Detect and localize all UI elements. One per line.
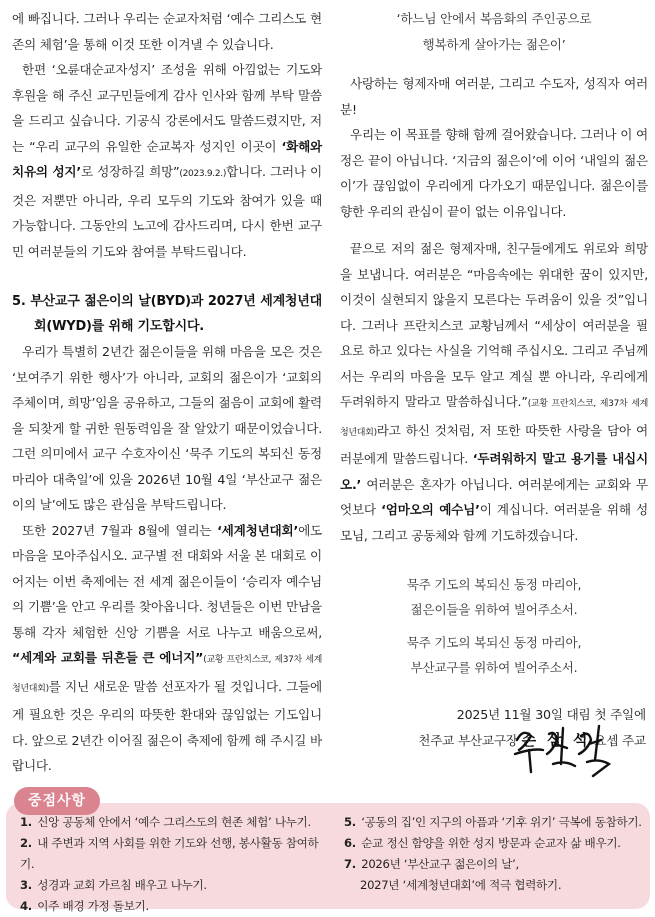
list-item: 4. 이주 배경 가정 돌보기. bbox=[20, 899, 149, 913]
prayer-block: 묵주 기도의 복되신 동정 마리아, 젊은이들을 위하여 빌어주소서. bbox=[406, 577, 582, 617]
date-line: 2025년 11월 30일 대림 첫 주일에 bbox=[456, 707, 646, 722]
prayer-block: 묵주 기도의 복되신 동정 마리아, 부산교구를 위하여 빌어주소서. bbox=[406, 635, 582, 675]
section-heading: 5. 부산교구 젊은이의 날(BYD)과 2027년 세계청년대회(WYD)를 위해 기도합시다. bbox=[12, 294, 322, 334]
paragraph: 사랑하는 형제자매 여러분, 그리고 수도자, 성직자 여러분! bbox=[340, 76, 648, 117]
paragraph: 끝으로 저의 젊은 형제자매, 친구들에게도 위로와 희망을 보냅니다. 여러분은 “마음속에는 위대한 꿈이 있지만, 이것이 실현되지 않을지 모른다는 두려움이 있을 것”입니다. 그러나 프란치스코 교황님께서 “세상이 여러분을 필요로 하고 있다는 사실을 기억해 주십시오. 그리고 주님께서는 우리의 마음을 모두 알고 계실 뿐 아니라, 우리에게 두려워하지 말라고 말씀하십니다.”(교황 프란치스코, 제37차 세계청년대회)라고 하신 것처럼, 저 또한 따뜻한 사랑을 담아 여러분에게 말씀드립니다. ‘두려워하지 말고 용기를 내십시오.’ 여러분은 혼자가 아닙니다. 여러분에게는 교회와 무엇보다 ‘엄마오의 예수님’이 계십니다. 여러분을 위해 성모님, 그리고 공동체와 함께 기도하겠습니다. bbox=[340, 241, 648, 543]
right-column bbox=[340, 6, 648, 753]
list-item: 6. 순교 정신 함양을 위한 성지 방문과 순교자 삶 배우기. bbox=[344, 836, 621, 850]
theme-quote: ‘하느님 안에서 복음화의 주인공으로 행복하게 살아가는 젊은이’ bbox=[396, 11, 592, 52]
list-item: 7. 2026년 ‘부산교구 젊은이의 날’, bbox=[344, 857, 519, 871]
key-points-list-left bbox=[20, 812, 330, 917]
list-item: 2027년 ‘세계청년대회’에 적극 협력하기. bbox=[360, 878, 562, 892]
paragraph: 에 빠집니다. 그러나 우리는 순교자처럼 ‘예수 그리스도 현존의 체험’을 통해 이것 또한 이겨낼 수 있습니다. bbox=[12, 11, 322, 52]
key-points-tab: 중점사항 bbox=[14, 787, 100, 815]
left-column bbox=[12, 6, 322, 779]
list-item: 1. 신앙 공동체 안에서 ‘예수 그리스도의 현존 체험’ 나누기. bbox=[20, 815, 311, 829]
paragraph: 한편 ‘오륜대순교자성지’ 조성을 위해 아낌없는 기도와 후원을 해 주신 교구민들에게 감사 인사와 함께 부탁 말씀을 드리고 싶습니다. 기공식 강론에서도 말씀드렸지만, 저는 “우리 교구의 유일한 순교복자 성지인 이곳이 ‘화해와 치유의 성지’로 성장하길 희망”(2023.9.2.)합니다. 그러나 이것은 저뿐만 아니라, 우리 모두의 기도와 참여가 있을 때 가능합니다. 그동안의 노고에 감사드리며, 다시 한번 교구민 여러분들의 기도와 참여를 부탁드립니다. bbox=[12, 62, 322, 259]
paragraph: 우리가 특별히 2년간 젊은이들을 위해 마음을 모은 것은 ‘보여주기 위한 행사’가 아니라, 교회의 젊은이가 ‘교회의 주체이며, 희망’임을 공유하고, 그들의 젊음이 교회에 활력을 되찾게 할 귀한 원동력임을 잘 알았기 때문이었습니다. 그런 의미에서 교구 수호자이신 ‘묵주 기도의 복되신 동정 마리아 대축일’에 있을 2026년 10월 4일 ‘부산교구 젊은이의 날’에도 많은 관심을 부탁드립니다. bbox=[12, 344, 322, 512]
paragraph: 우리는 이 목표를 향해 함께 걸어왔습니다. 그러나 이 여정은 끝이 아닙니다. ‘지금의 젊은이’에 이어 ‘내일의 젊은이’가 끊임없이 우리에게 다가오기 때문입니다. 젊은이를 향한 우리의 관심이 끝이 없는 이유입니다. bbox=[340, 127, 648, 219]
handwritten-signature bbox=[509, 720, 619, 780]
list-item: 3. 성경과 교회 가르침 배우고 나누기. bbox=[20, 878, 207, 892]
list-item: 5. ‘공동의 집’인 지구의 아픔과 ‘기후 위기’ 극복에 동참하기. bbox=[344, 815, 642, 829]
key-points-list-right bbox=[344, 812, 644, 896]
list-item: 2. 내 주변과 지역 사회를 위한 기도와 선행, 봉사활동 참여하기. bbox=[20, 836, 319, 871]
signature-line: 천주교 부산교구장 손 삼 석 요셉 주교 bbox=[418, 730, 646, 749]
paragraph: 또한 2027년 7월과 8월에 열리는 ‘세계청년대회’에도 마음을 모아주십시오. 교구별 전 대회와 서울 본 대회로 이어지는 이번 축제에는 전 세계 젊은이들이 ‘승리자 예수님의 기쁨’을 안고 우리를 찾아옵니다. 청년들은 이번 만남을 통해 각자 체험한 신앙 기쁨을 서로 나누고 배움으로써, “세계와 교회를 뒤흔들 큰 에너지”(교황 프란치스코, 제37차 세계청년대회)를 지닌 새로운 말씀 선포자가 될 것입니다. 그들에게 필요한 것은 우리의 따뜻한 환대와 끊임없는 기도입니다. 앞으로 2년간 이어질 젊은이 축제에 함께 해 주시길 바랍니다. bbox=[12, 522, 322, 773]
